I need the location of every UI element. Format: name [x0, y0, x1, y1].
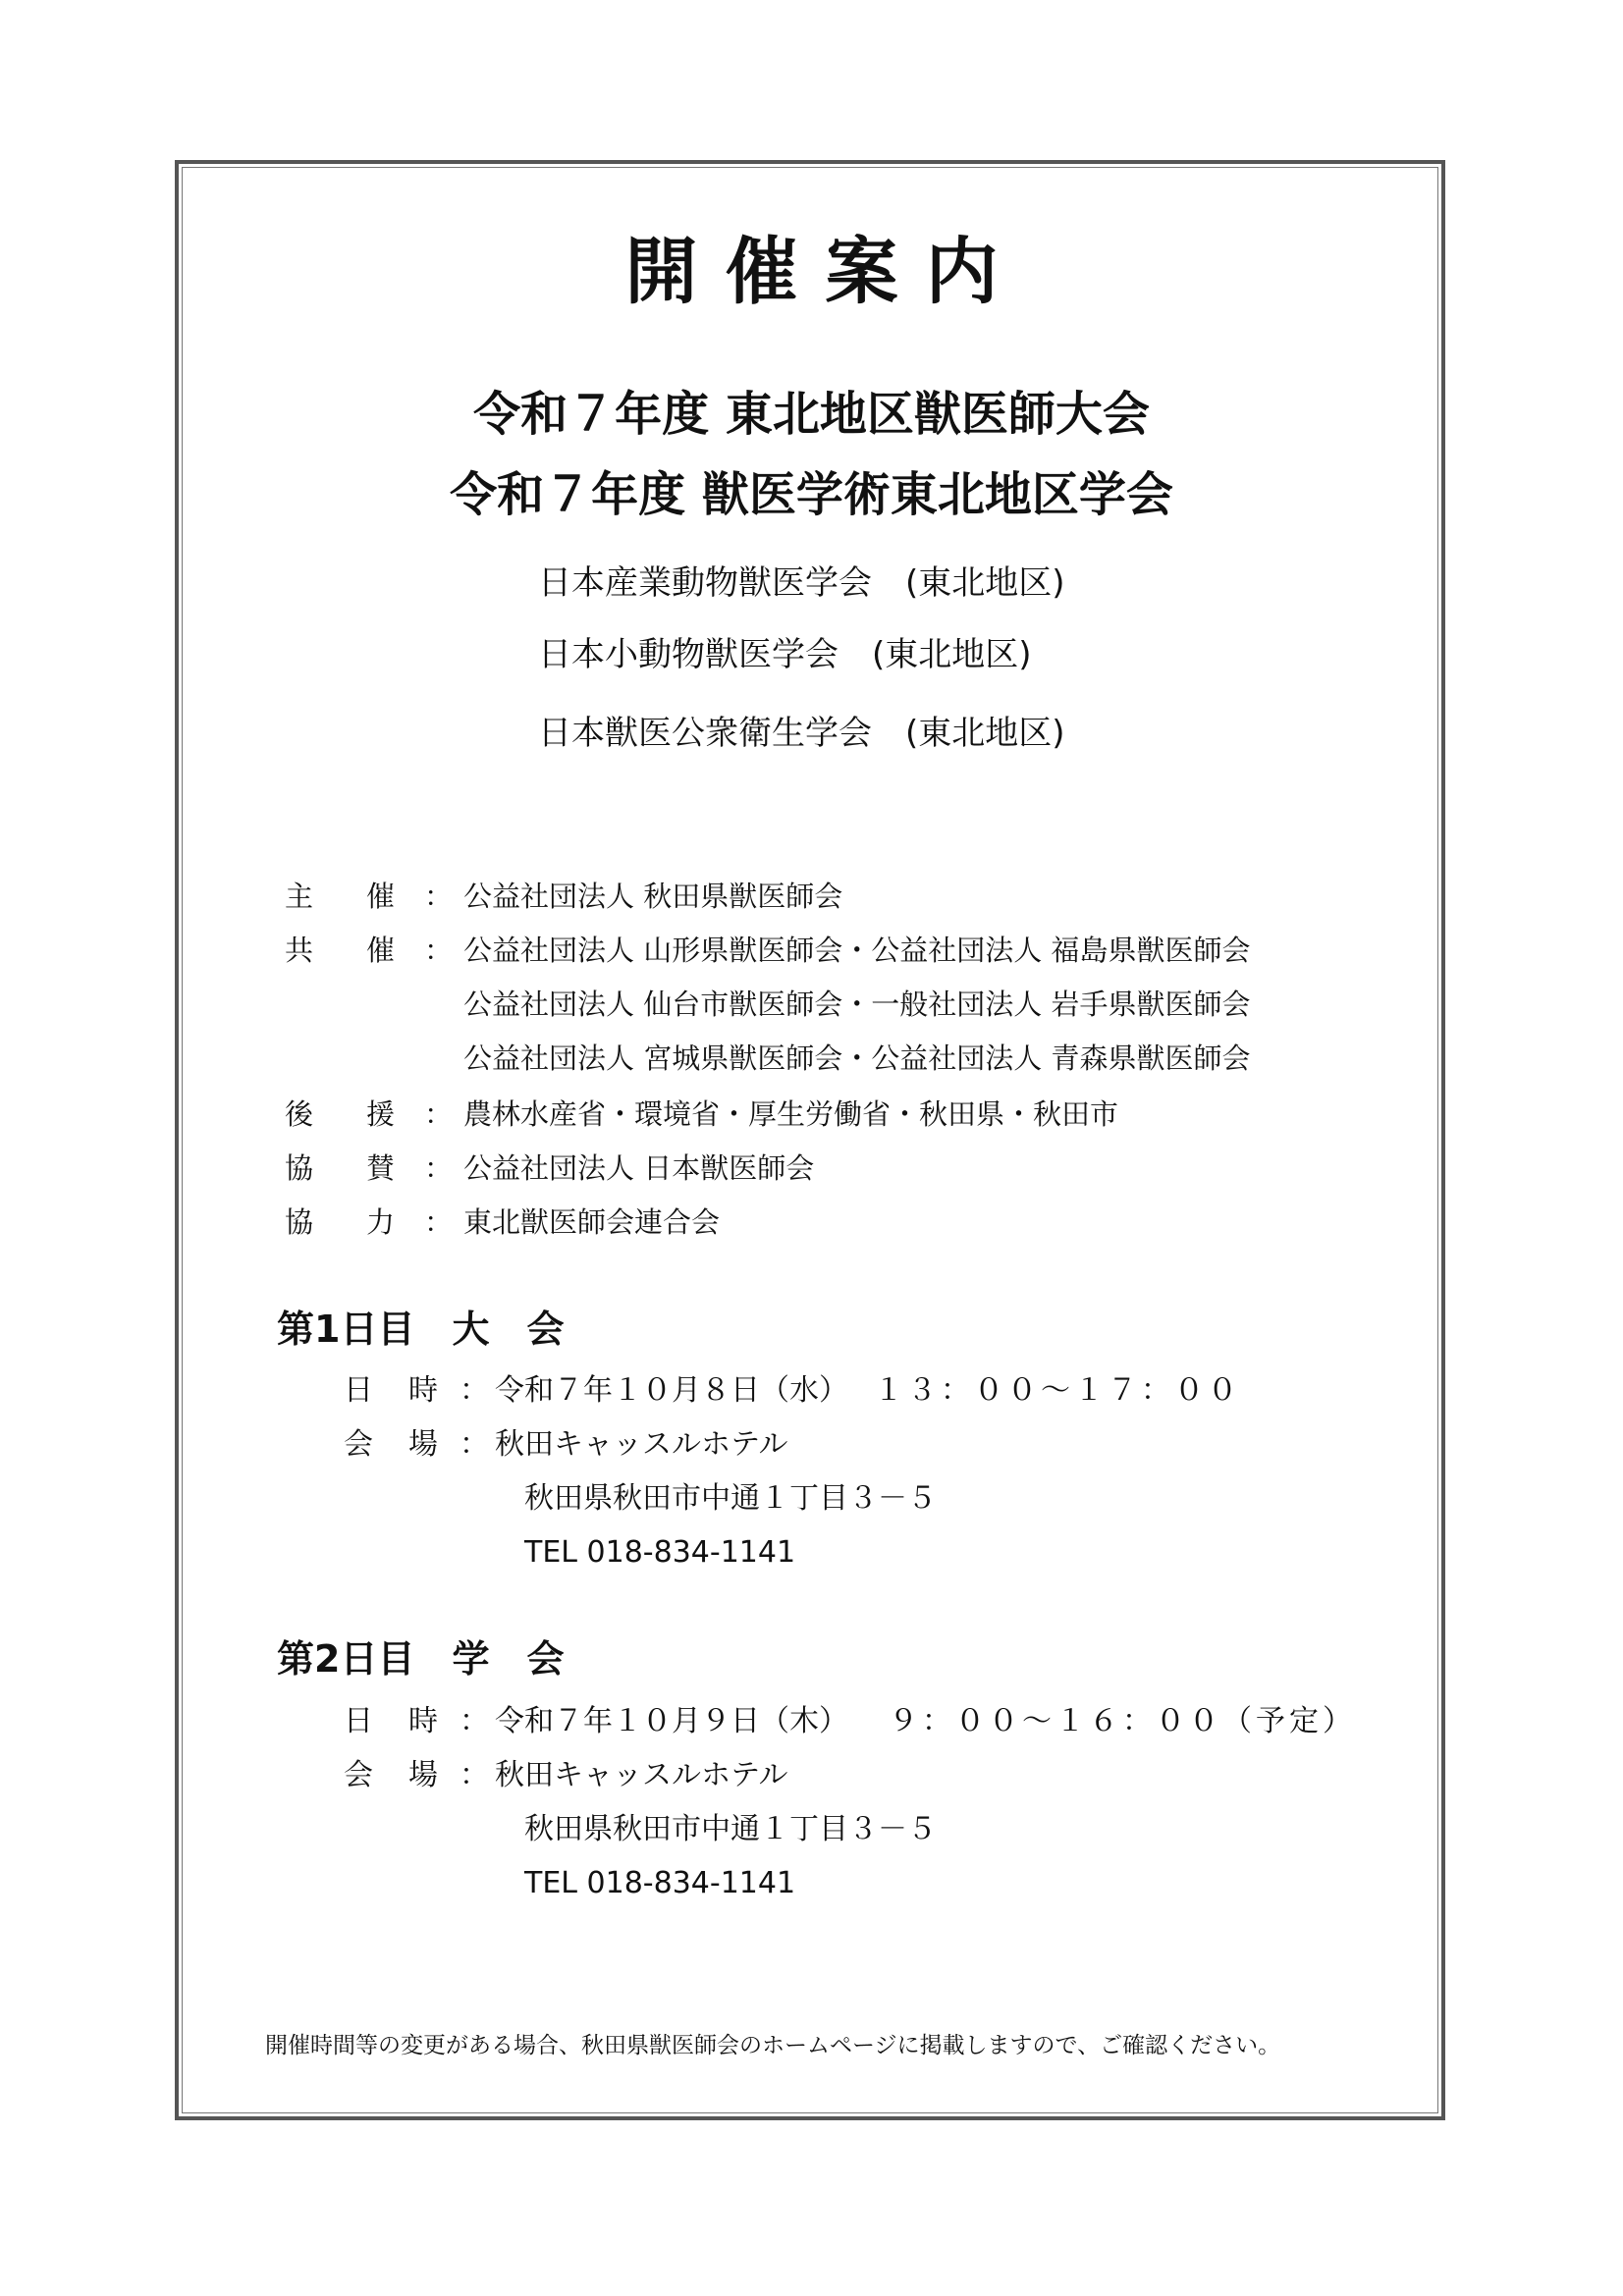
event-title-1: 令和７年度 東北地区獣医師大会	[473, 387, 1150, 442]
colon: ：	[460, 1373, 489, 1408]
cooperation-label: 協 力	[285, 1205, 395, 1239]
day1-time: １３：００～１７：００	[874, 1373, 1241, 1408]
support-label: 後 援	[285, 1097, 395, 1131]
footnote: 開催時間等の変更がある場合、秋田県獣医師会のホームページに掲載しますので、ご確認ください。	[265, 2033, 1281, 2058]
day1-heading: 第1日目 大 会	[277, 1308, 565, 1351]
day2-datetime-label: 日 時	[344, 1704, 438, 1738]
colon: ：	[424, 1205, 454, 1239]
society-2: 日本小動物獣医学会 (東北地区)	[538, 635, 1032, 674]
colon: ：	[460, 1758, 489, 1792]
colon: ：	[424, 1097, 454, 1131]
sponsor-label: 協 賛	[285, 1151, 395, 1185]
cooperation-value: 東北獣医師会連合会	[463, 1205, 721, 1239]
cohost-label: 共 催	[285, 934, 395, 967]
day1-tel: TEL 018-834-1141	[524, 1535, 796, 1570]
day2-heading: 第2日目 学 会	[277, 1637, 565, 1681]
day2-date: 令和７年１０月９日（木）	[495, 1704, 848, 1738]
host-label: 主 催	[285, 880, 395, 913]
day2-address: 秋田県秋田市中通１丁目３－５	[524, 1812, 937, 1846]
society-1: 日本産業動物獣医学会 (東北地区)	[538, 563, 1065, 603]
society-3: 日本獣医公衆衛生学会 (東北地区)	[538, 714, 1065, 753]
colon: ：	[460, 1704, 489, 1738]
day1-datetime-label: 日 時	[344, 1373, 438, 1408]
cohost-line-2: 公益社団法人 仙台市獣医師会・一般社団法人 岩手県獣医師会	[463, 988, 1251, 1021]
sponsor-value: 公益社団法人 日本獣医師会	[463, 1151, 815, 1185]
cohost-line-3: 公益社団法人 宮城県獣医師会・公益社団法人 青森県獣医師会	[463, 1041, 1251, 1075]
cohost-line-1: 公益社団法人 山形県獣医師会・公益社団法人 福島県獣医師会	[463, 934, 1251, 967]
day1-venue: 秋田キャッスルホテル	[495, 1427, 788, 1462]
day1-venue-label: 会 場	[344, 1427, 438, 1462]
colon: ：	[460, 1427, 489, 1462]
support-value: 農林水産省・環境省・厚生労働省・秋田県・秋田市	[463, 1097, 1119, 1131]
colon: ：	[424, 934, 454, 967]
day2-time: ９：００～１６：００（予定）	[889, 1704, 1356, 1738]
day2-venue-label: 会 場	[344, 1758, 438, 1792]
colon: ：	[424, 880, 454, 913]
colon: ：	[424, 1151, 454, 1185]
day1-address: 秋田県秋田市中通１丁目３－５	[524, 1481, 937, 1516]
page-title: 開催案内	[624, 230, 1026, 314]
day2-venue: 秋田キャッスルホテル	[495, 1758, 788, 1792]
day1-date: 令和７年１０月８日（水）	[495, 1373, 848, 1408]
event-title-2: 令和７年度 獣医学術東北地区学会	[450, 467, 1173, 522]
day2-tel: TEL 018-834-1141	[524, 1866, 796, 1900]
host-value: 公益社団法人 秋田県獣医師会	[463, 880, 843, 913]
